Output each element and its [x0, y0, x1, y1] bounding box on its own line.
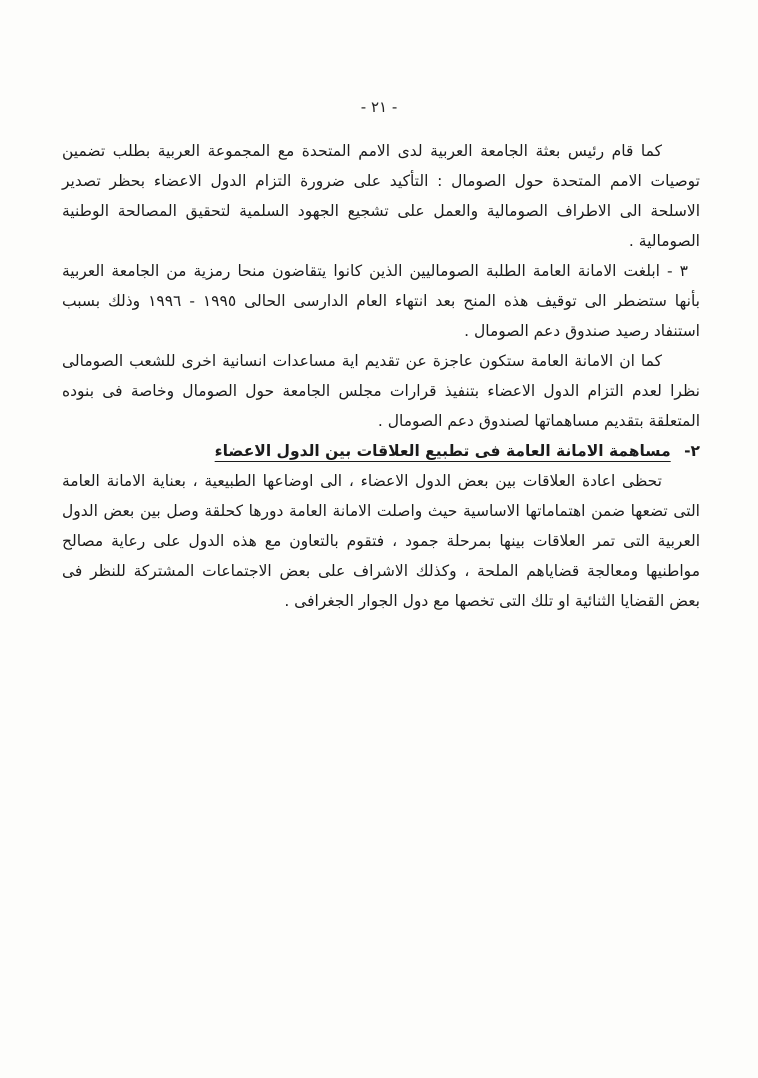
section-heading-number: ٢-	[684, 442, 700, 460]
paragraph-un-recommendations: كما قام رئيس بعثة الجامعة العربية لدى الامم المتحدة مع المجموعة العربية بطلب تضمين توصيات الامم المتحدة حول الصومال : التأكيد على ضرورة التزام الدول الاعضاء بحظر تصدير الاسلحة الى الاطراف الصومالية والعمل على تشجيع الجهود السلمية لتحقيق المصالحة الوطنية الصومالية .	[62, 142, 700, 250]
section-heading-title: مساهمة الامانة العامة فى تطبيع العلاقات بين الدول الاعضاء	[214, 442, 671, 460]
document-content	[62, 136, 700, 616]
paragraph-item-3-student-grants: ٣ - ابلغت الامانة العامة الطلبة الصوماليين الذين كانوا يتقاضون منحا رمزية من الجامعة العربية بأنها ستضطر الى توقيف هذه المنح بعد انتهاء العام الدارسى الحالى ١٩٩٥ - ١٩٩٦ وذلك بسبب استنفاد رصيد صندوق دعم الصومال .	[62, 262, 700, 340]
paragraph-normalizing-relations: تحظى اعادة العلاقات بين بعض الدول الاعضاء ، الى اوضاعها الطبيعية ، بعناية الامانة العامة التى تضعها ضمن اهتماماتها الاساسية حيث واصلت الامانة العامة دورها كحلقة وصل بين بعض الدول العربية التى تمر العلاقات بينها بمرحلة جمود ، فتقوم بالتعاون مع هذه الدول على رعاية مصالح مواطنيها ومعالجة قضاياهم الملحة ، وكذلك الاشراف على بعض الاجتماعات المشتركة للنظر فى بعض القضايا الثنائية او تلك التى تخصها مع دول الجوار الجغرافى .	[62, 472, 700, 610]
section-heading	[62, 436, 700, 466]
paragraph-secretariat-aid: كما ان الامانة العامة ستكون عاجزة عن تقديم اية مساعدات انسانية اخرى للشعب الصومالى نظرا لعدم التزام الدول الاعضاء بتنفيذ قرارات مجلس الجامعة حول الصومال وخاصة فى بنوده المتعلقة بتقديم مساهماتها لصندوق دعم الصومال .	[62, 352, 700, 430]
page-number: - ٢١ -	[360, 98, 398, 116]
